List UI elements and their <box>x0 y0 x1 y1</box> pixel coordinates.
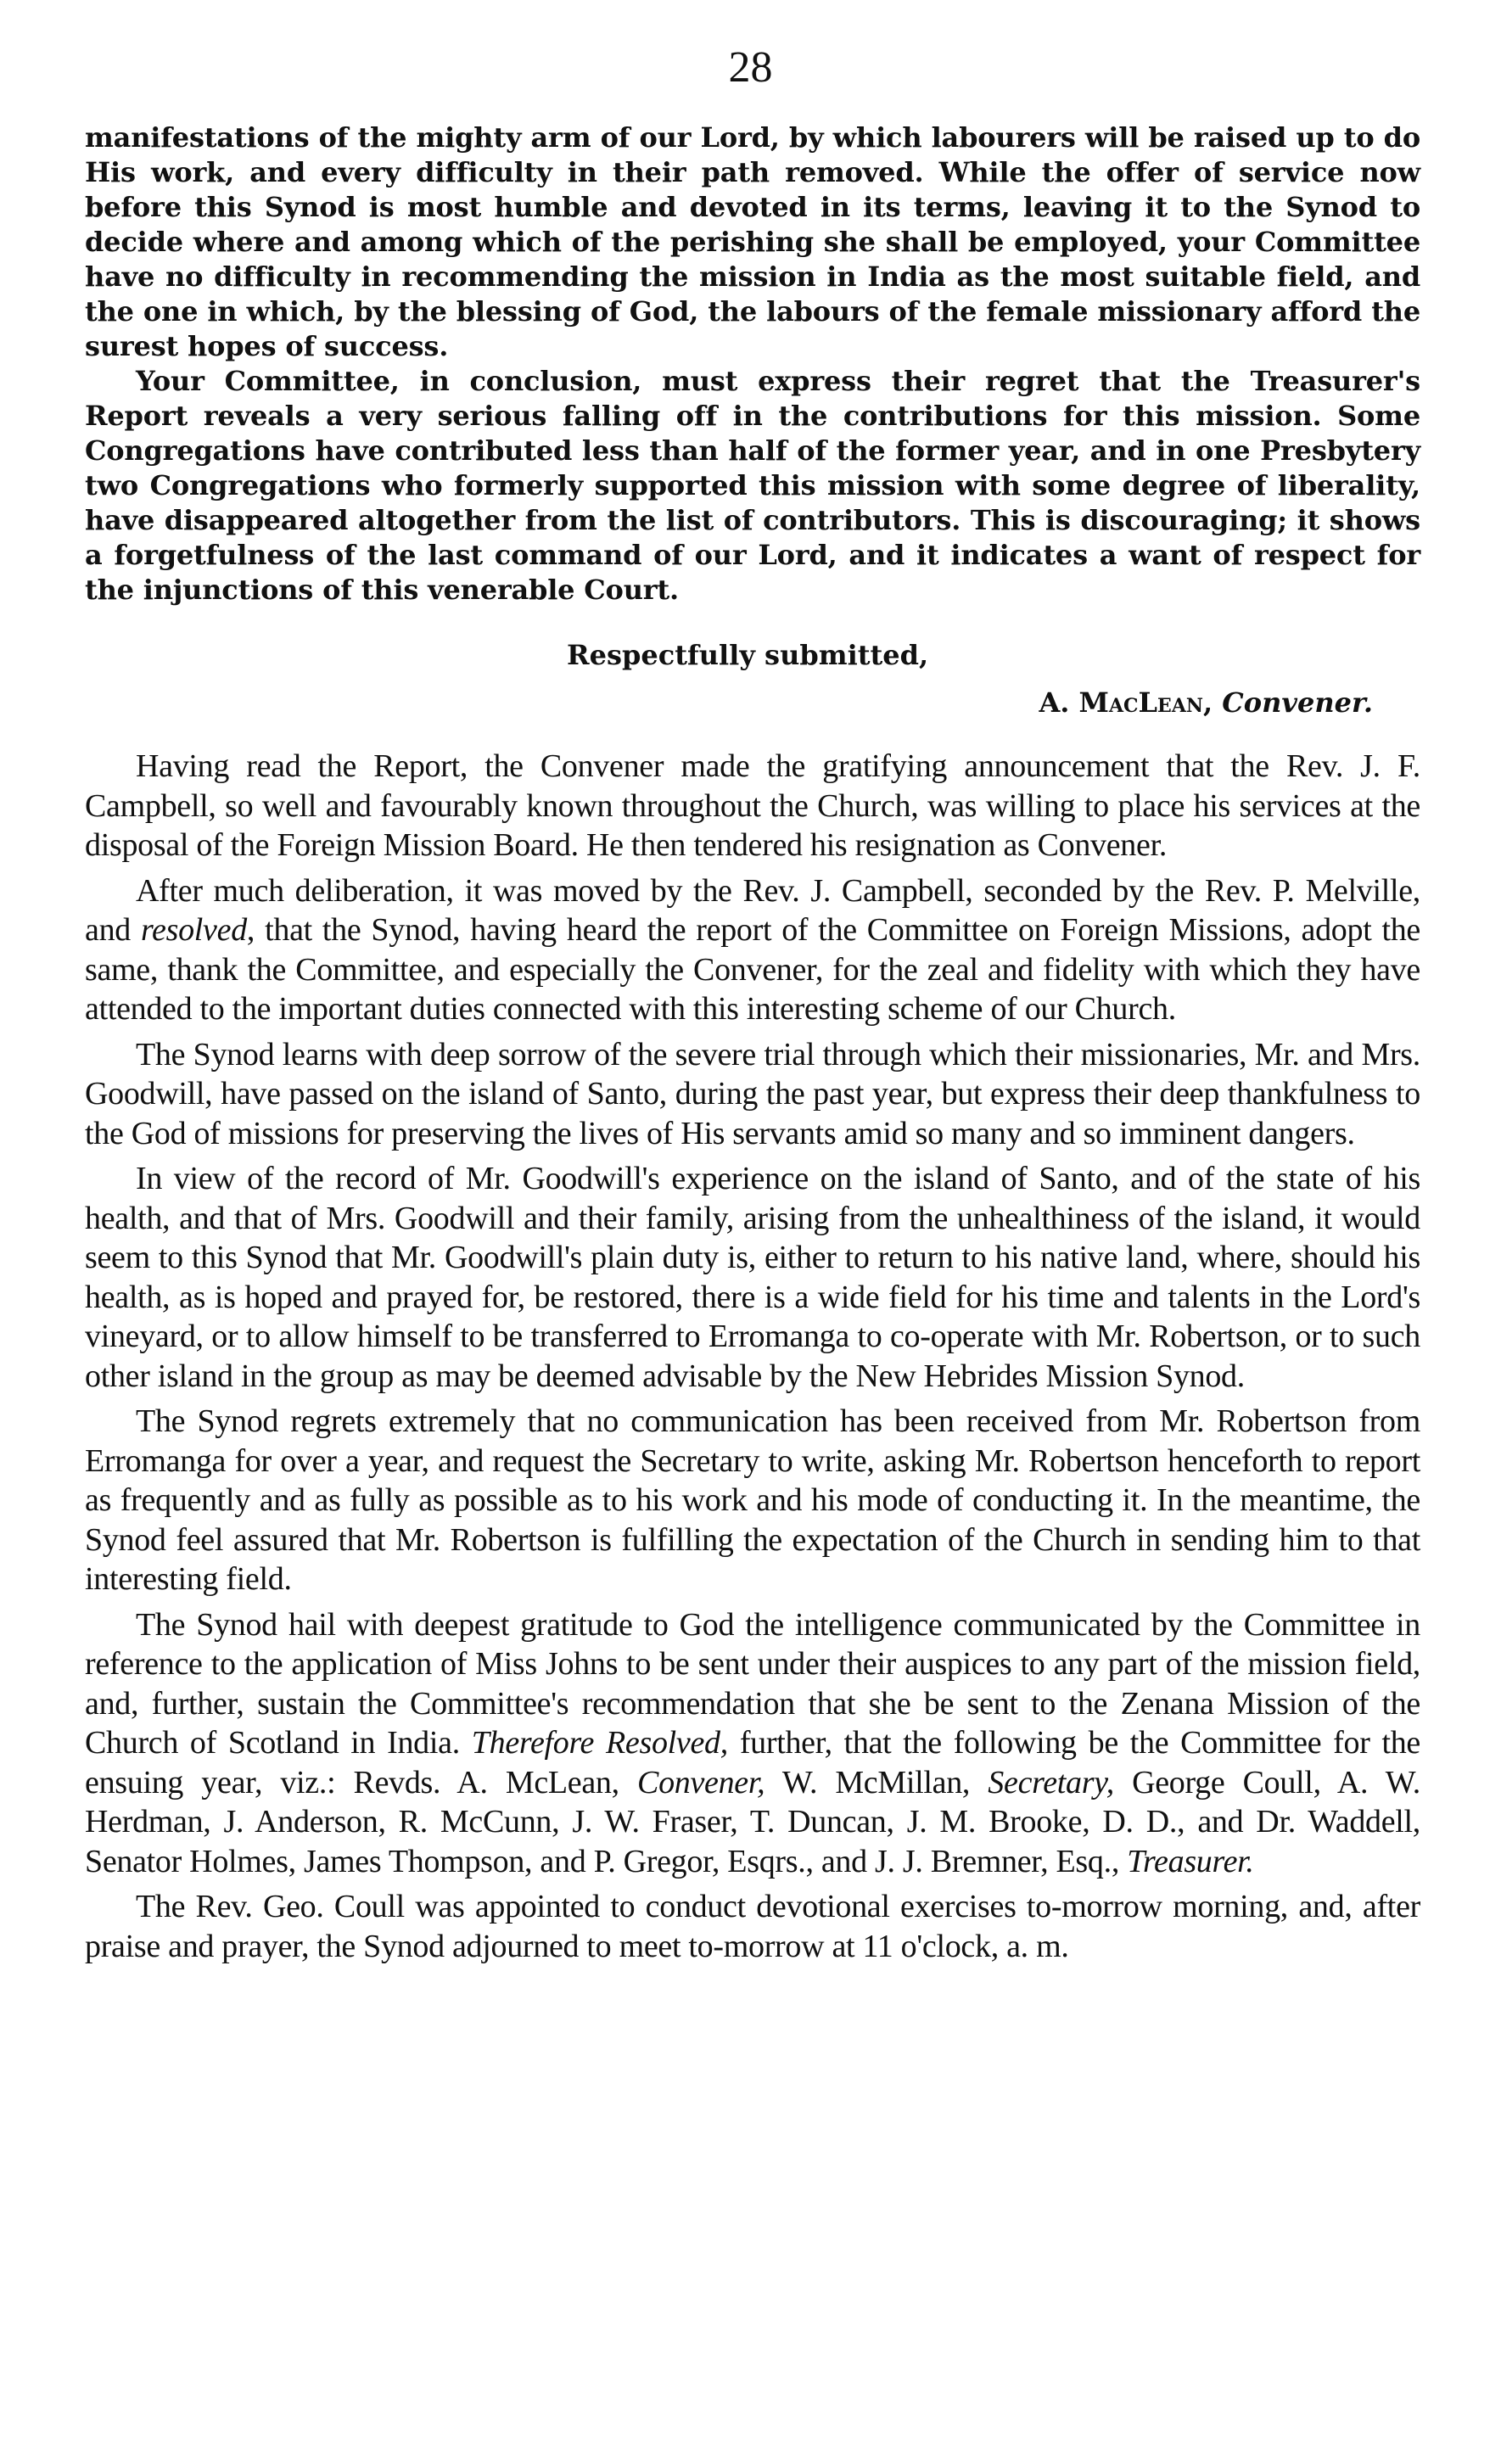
report-paragraph: Your Committee, in conclusion, must express their regret that the Treasurer's Report reveals a very serious falling off in the contributions for this mission. Some Congregations have contributed less than half of the former year, and in one Presbytery two Congregations who formerly supported this mission with some degree of liberality, have disappeared altogether from the list of contributors. This is discouraging; it shows a forgetfulness of the last command of our Lord, and it indicates a want of respect for the injunctions of this venerable Court. <box>85 365 1420 606</box>
minutes-text: , that the Synod, having heard the report of the Committee on Foreign Missions, adopt the same, thank the Committee, and especially the Convener, for the zeal and fidelity with which they have attended to the important duties connected with this interesting scheme of our Church. <box>85 912 1420 1027</box>
minutes-paragraph: Having read the Report, the Convener made the gratifying announcement that the Rev. J. F. Campbell, so well and favourably known throughout the Church, was willing to place his services at the disposal of the Foreign Mission Board. He then tendered his resignation as Convener. <box>85 748 1420 863</box>
signatory-title: Convener. <box>1222 686 1373 719</box>
minutes-paragraph: The Synod learns with deep sorrow of the severe trial through which their missionaries, Mr. and Mrs. Goodwill, have passed on the island of Santo, during the past year, but express their deep thankfulness to the God of missions for preserving the lives of His servants amid so many and so imminent dangers. <box>85 1036 1420 1151</box>
report-closing: Respectfully submitted, <box>567 639 929 671</box>
signatory-name: A. MacLean, <box>1039 686 1213 719</box>
minutes-paragraph <box>85 871 1420 1029</box>
minutes-text: After much deliberation, it was moved by the Rev. J. Campbell, seconded by the Rev. P. Melville, and <box>85 872 1420 948</box>
report-paragraph: manifestations of the mighty arm of our Lord, by which labourers will be raised up to do His work, and every difficulty in their path removed. While the offer of service now before this Synod is most humble and devoted in its terms, leaving it to the Synod to decide where and among which of the perishing she shall be employed, your Committee have no difficulty in recommending the mission in India as the most suitable field, and the one in which, by the blessing of God, the labours of the female missionary afford the surest hopes of success. <box>85 121 1420 362</box>
minutes-paragraph <box>85 1605 1420 1882</box>
minutes-text: W. McMillan, <box>765 1764 989 1800</box>
minutes-paragraph: The Synod regrets extremely that no communication has been received from Mr. Robertson from Erromanga for over a year, and request the Secretary to write, asking Mr. Robertson henceforth to report as frequently and as fully as possible as to his work and his mode of conducting it. In the meantime, the Synod feel assured that Mr. Robertson is fulfilling the expectation of the Church in sending him to that interesting field. <box>85 1403 1420 1597</box>
resolved-italic: resolved <box>140 912 247 948</box>
committee-report <box>85 120 1420 608</box>
minutes-paragraph: The Rev. Geo. Coull was appointed to conduct devotional exercises to-morrow morning, and, after praise and prayer, the Synod adjourned to meet to-morrow at 11 o'clock, a. m. <box>85 1889 1420 1964</box>
minutes-text: further, that the following be the Committee for the ensuing year, viz.: Revds. A. McLean, <box>85 1725 1420 1800</box>
synod-minutes <box>85 747 1420 1972</box>
role-secretary: Secretary, <box>988 1764 1114 1800</box>
minutes-paragraph: In view of the record of Mr. Goodwill's experience on the island of Santo, and of the state of his health, and that of Mrs. Goodwill and their family, arising from the unhealthiness of the island, it would seem to this Synod that Mr. Goodwill's plain duty is, either to return to his native land, where, should his health, as is hoped and prayed for, be restored, there is a wide field for his time and talents in the Lord's vineyard, or to allow himself to be transferred to Erromanga to co-operate with Mr. Robertson, or to such other island in the group as may be deemed advisable by the New Hebrides Mission Synod. <box>85 1161 1420 1394</box>
minutes-text: The Synod hail with deepest gratitude to God the intelligence communicated by the Committee in reference to the application of Miss Johns to be sent under their auspices to any part of the mission field, and, further, sustain the Committee's recommendation that she be sent to the Zenana Mission of the Church of Scotland in India. <box>85 1606 1420 1761</box>
minutes-text: George Coull, A. W. Herdman, J. Anderson, R. McCunn, J. W. Fraser, T. Duncan, J. M. Brooke, D. D., and Dr. Waddell, Senator Holmes, James Thompson, and P. Gregor, Esqrs., and J. J. Bremner, Esq., <box>85 1764 1420 1879</box>
page-number: 28 <box>728 43 773 92</box>
role-convener: Convener, <box>637 1764 765 1800</box>
role-treasurer: Treasurer. <box>1127 1843 1254 1879</box>
resolved-italic: Therefore Resolved, <box>471 1725 728 1761</box>
report-signature <box>85 686 1420 720</box>
